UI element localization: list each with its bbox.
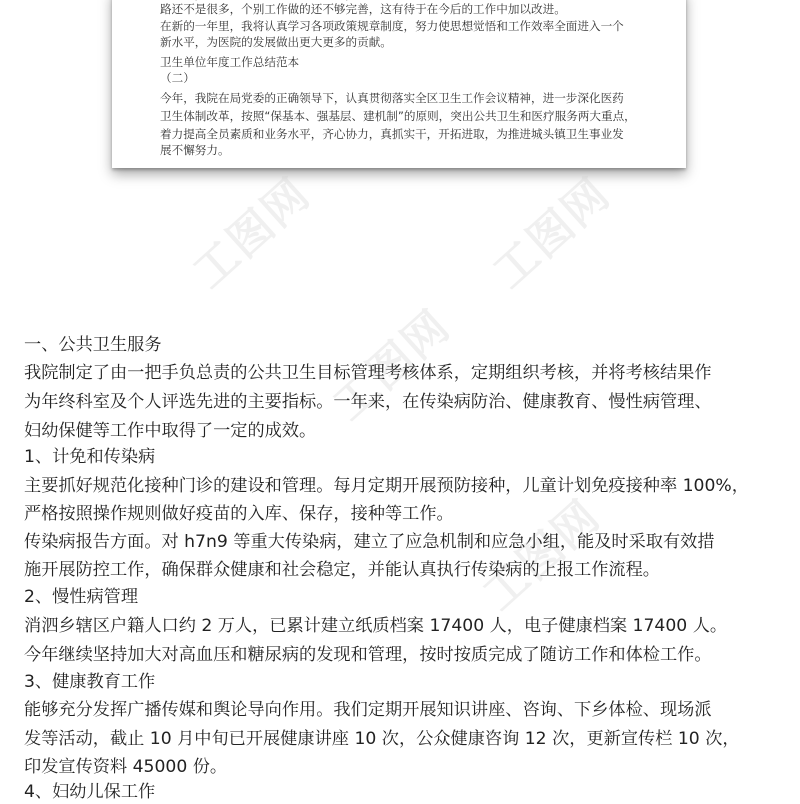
paragraph-line: 能够充分发挥广播传媒和舆论导向作用。我们定期开展知识讲座、咨询、下乡体检、现场派 — [24, 700, 712, 720]
preview-subheading: （二） — [160, 71, 195, 85]
paragraph-line: 主要抓好规范化接种门诊的建设和管理。每月定期开展预防接种，儿童计划免疫接种率 100%， — [24, 476, 749, 496]
preview-heading: 卫生单位年度工作总结范本 — [160, 55, 300, 69]
preview-line: 在新的一年里，我将认真学习各项政策规章制度，努力使思想觉悟和工作效率全面进入一个 — [160, 19, 624, 33]
paragraph-line: 发等活动，截止 10 月中旬已开展健康讲座 10 次，公众健康咨询 12 次，更新宣传栏 10 次， — [24, 729, 740, 749]
section-heading: 一、公共卫生服务 — [24, 335, 162, 355]
paragraph-line: 施开展防控工作，确保群众健康和社会稳定，并能认真执行传染病的上报工作流程。 — [24, 560, 660, 580]
subsection-heading: 3、健康教育工作 — [24, 672, 156, 692]
paragraph-line: 我院制定了由一把手负总责的公共卫生目标管理考核体系，定期组织考核，并将考核结果作 — [24, 363, 712, 383]
paragraph-line: 消泗乡辖区户籍人口约 2 万人，已累计建立纸质档案 17400 人，电子健康档案 17400 人。 — [24, 616, 728, 636]
watermark: 工图网 — [323, 300, 461, 431]
paragraph-line: 为年终科室及个人评选先进的主要指标。一年来，在传染病防治、健康教育、慢性病管理、 — [24, 392, 712, 412]
watermark: 工图网 — [473, 490, 611, 621]
preview-line: 路还不是很多，个别工作做的还不够完善，这有待于在今后的工作中加以改进。 — [160, 2, 566, 16]
paragraph-line: 传染病报告方面。对 h7n9 等重大传染病，建立了应急机制和应急小组，能及时采取有效措 — [24, 532, 715, 552]
preview-line: 今年，我院在局党委的正确领导下，认真贯彻落实全区卫生工作会议精神，进一步深化医药 — [160, 91, 624, 105]
paragraph-line: 今年继续坚持加大对高血压和糖尿病的发现和管理，按时按质完成了随访工作和体检工作。 — [24, 645, 712, 665]
subsection-heading: 4、妇幼儿保工作 — [24, 782, 156, 802]
preview-line: 新水平，为医院的发展做出更大更多的贡献。 — [160, 35, 392, 49]
preview-line: 卫生体制改革，按照“保基本、强基层、建机制”的原则，突出公共卫生和医疗服务两大重点， — [160, 109, 636, 123]
preview-line: 展不懈努力。 — [160, 143, 230, 157]
watermark: 工图网 — [483, 168, 621, 299]
subsection-heading: 1、计免和传染病 — [24, 447, 156, 467]
watermark: 工图网 — [183, 168, 321, 299]
paragraph-line: 印发宣传资料 45000 份。 — [24, 757, 228, 777]
paragraph-line: 妇幼保健等工作中取得了一定的成效。 — [24, 421, 317, 441]
paragraph-line: 严格按照操作规则做好疫苗的入库、保存，接种等工作。 — [24, 504, 454, 524]
subsection-heading: 2、慢性病管理 — [24, 587, 139, 607]
preview-line: 着力提高全员素质和业务水平，齐心协力，真抓实干，开拓进取，为推进城头镇卫生事业发 — [160, 127, 624, 141]
